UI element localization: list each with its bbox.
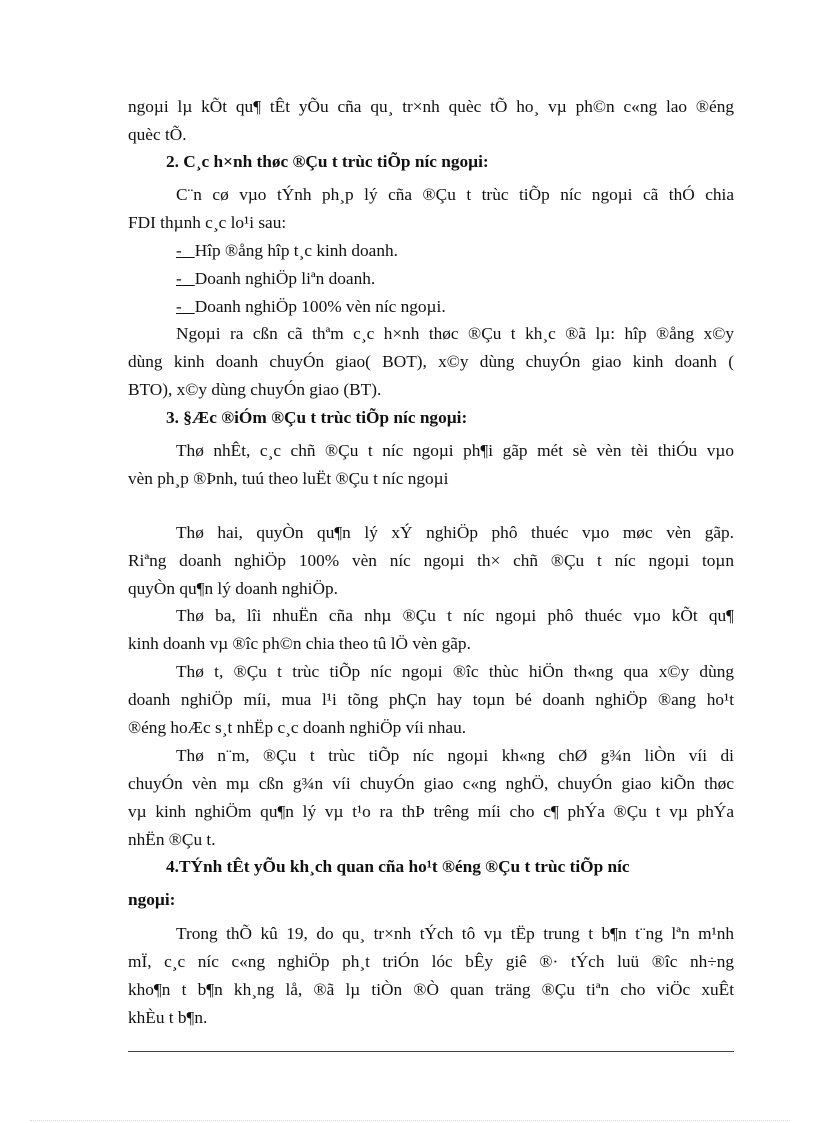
body-text-line: quèc tÕ.: [128, 125, 187, 144]
body-text-line: vµ kinh nghiÖm qu¶n lý vµ t¹o ra thÞ trêng míi cho c¶ phÝa ®Çu t vµ phÝa: [128, 802, 734, 821]
bullet-dash: -: [176, 269, 182, 288]
section-heading-4-cont: ngoµi:: [128, 890, 176, 909]
body-text-line: Thø nhÊt, c¸c chñ ®Çu t níc ngoµi ph¶i gãp mét sè vèn tèi thiÓu vµo: [176, 441, 734, 460]
body-text-line: FDI thµnh c¸c lo¹i sau:: [128, 213, 287, 232]
section-heading-3: 3. §Æc ®iÓm ®Çu t trùc tiÕp níc ngoµi:: [166, 408, 468, 427]
page-bottom-dotted-edge: [30, 1120, 790, 1121]
body-text-line: Thø ba, lîi nhuËn cña nhµ ®Çu t níc ngoµi phô thuéc vµo kÕt qu¶: [176, 606, 734, 625]
body-text-line: vèn ph¸p ®Þnh, tuú theo luËt ®Çu t níc ngoµi: [128, 469, 449, 488]
body-text-line: ngoµi lµ kÕt qu¶ tÊt yÕu cña qu¸ tr×nh quèc tÕ ho¸ vµ ph©n c«ng lao ®éng: [128, 97, 734, 116]
body-text-line: Riªng doanh nghiÖp 100% vèn níc ngoµi th× chñ ®Çu t níc ngoµi toµn: [128, 551, 734, 570]
body-text-line: nhËn ®Çu t.: [128, 830, 216, 849]
body-text-line: BTO), x©y dùng chuyÓn giao (BT).: [128, 380, 382, 399]
body-text-line: khÈu t b¶n.: [128, 1008, 208, 1027]
body-text-line: C¨n cø vµo tÝnh ph¸p lý cña ®Çu t trùc tiÕp níc ngoµi cã thÓ chia: [176, 185, 734, 204]
section-heading-4: 4.TÝnh tÊt yÕu kh¸ch quan cña ho¹t ®éng ®Çu t trùc tiÕp níc: [166, 857, 630, 876]
body-text-line: kinh doanh vµ ®îc ph©n chia theo tû lÖ vèn gãp.: [128, 634, 471, 653]
body-text-line: quyÒn qu¶n lý doanh nghiÖp.: [128, 579, 338, 598]
list-item: - Hîp ®ång hîp t¸c kinh doanh.: [176, 241, 398, 260]
section-heading-2: 2. C¸c h×nh thøc ®Çu t trùc tiÕp níc ngoµi:: [166, 152, 489, 171]
bullet-dash: -: [176, 297, 182, 316]
list-item: - Doanh nghiÖp 100% vèn níc ngoµi.: [176, 297, 446, 316]
body-text-line: Thø hai, quyÒn qu¶n lý xÝ nghiÖp phô thuéc vµo møc vèn gãp.: [176, 523, 734, 542]
bullet-dash: -: [176, 241, 182, 260]
body-text-line: Trong thÕ kû 19, do qu¸ tr×nh tÝch tô vµ tËp trung t b¶n t¨ng lªn m¹nh: [176, 924, 734, 943]
body-text-line: ®éng hoÆc s¸t nhËp c¸c doanh nghiÖp víi nhau.: [128, 718, 467, 737]
body-text-line: mÏ, c¸c níc c«ng nghiÖp ph¸t triÓn lóc bÊy giê ®· tÝch luü ®îc nh÷ng: [128, 952, 734, 971]
body-text-line: kho¶n t b¶n kh¸ng lå, ®ã lµ tiÒn ®Ò quan träng ®Çu tiªn cho viÖc xuÊt: [128, 980, 734, 999]
list-item: - Doanh nghiÖp liªn doanh.: [176, 269, 376, 288]
body-text-line: dùng kinh doanh chuyÓn giao( BOT), x©y dùng chuyÓn giao kinh doanh (: [128, 352, 734, 371]
footer-rule: [128, 1051, 734, 1052]
body-text-line: chuyÓn vèn mµ cßn g¾n víi chuyÓn giao c«ng nghÖ, chuyÓn giao kiÕn thøc: [128, 774, 734, 793]
body-text-line: Thø t, ®Çu t trùc tiÕp níc ngoµi ®îc thùc hiÖn th«ng qua x©y dùng: [176, 662, 734, 681]
body-text-line: Ngoµi ra cßn cã thªm c¸c h×nh thøc ®Çu t kh¸c ®ã lµ: hîp ®ång x©y: [176, 324, 734, 343]
body-text-line: doanh nghiÖp míi, mua l¹i tõng phÇn hay toµn bé doanh nghiÖp ®ang ho¹t: [128, 690, 734, 709]
body-text-line: Thø n¨m, ®Çu t trùc tiÕp níc ngoµi kh«ng chØ g¾n liÒn víi di: [176, 746, 734, 765]
